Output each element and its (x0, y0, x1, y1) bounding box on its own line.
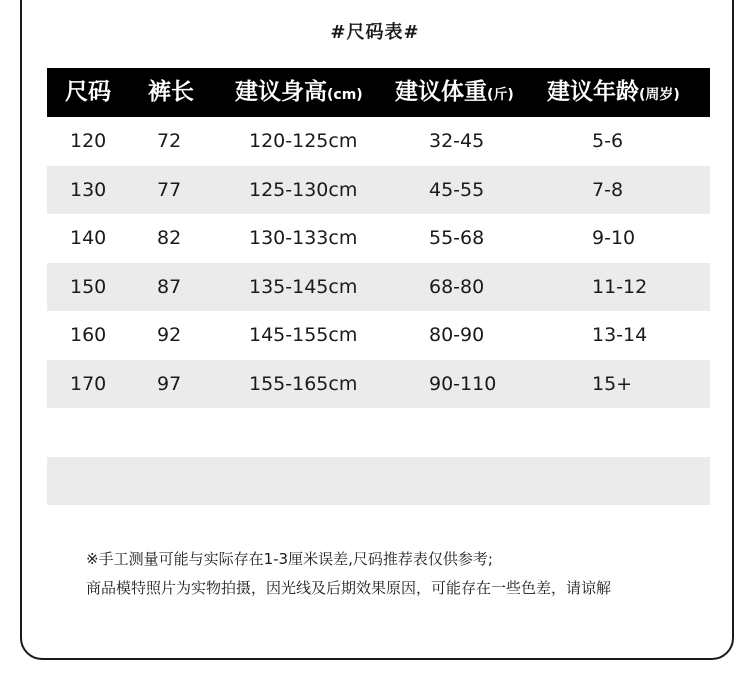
table-row (47, 263, 710, 312)
size-table (47, 68, 710, 505)
header-weight: 建议体重(斤) (395, 79, 514, 105)
header-size: 尺码 (65, 79, 111, 105)
notes (86, 545, 611, 603)
cell-size: 150 (70, 275, 107, 298)
cell-age: 9-10 (592, 227, 636, 249)
header-age-unit: (周岁) (639, 87, 680, 103)
cell-size: 140 (70, 227, 107, 249)
header-height: 建议身高(cm) (235, 79, 363, 105)
header-age: 建议年龄(周岁) (547, 79, 680, 105)
cell-size: 170 (70, 372, 107, 395)
cell-age: 11-12 (592, 275, 648, 298)
cell-size: 160 (70, 324, 107, 346)
page-title: #尺码表# (330, 22, 420, 43)
cell-weight: 80-90 (429, 324, 485, 346)
cell-height: 155-165cm (249, 372, 358, 395)
cell-length: 82 (157, 227, 182, 249)
cell-height: 130-133cm (249, 227, 358, 249)
table-header (47, 68, 710, 117)
cell-length: 87 (157, 275, 182, 298)
table-body (47, 117, 710, 505)
cell-weight: 32-45 (429, 130, 485, 152)
cell-height: 120-125cm (249, 130, 358, 152)
cell-length: 77 (157, 178, 182, 201)
header-height-unit: (cm) (327, 87, 363, 103)
table-row (47, 117, 710, 166)
cell-height: 145-155cm (249, 324, 358, 346)
cell-age: 7-8 (592, 178, 624, 201)
table-row (47, 408, 710, 457)
cell-weight: 68-80 (429, 275, 485, 298)
cell-age: 13-14 (592, 324, 648, 346)
cell-size: 130 (70, 178, 107, 201)
table-row (47, 214, 710, 263)
cell-length: 97 (157, 372, 182, 395)
cell-height: 135-145cm (249, 275, 358, 298)
cell-length: 72 (157, 130, 182, 152)
table-row (47, 457, 710, 506)
table-row (47, 166, 710, 215)
header-weight-unit: (斤) (487, 87, 514, 103)
cell-age: 15+ (592, 372, 633, 395)
note-line: ※手工测量可能与实际存在1-3厘米误差,尺码推荐表仅供参考; (86, 550, 493, 568)
header-length: 裤长 (148, 79, 194, 105)
cell-weight: 90-110 (429, 372, 497, 395)
cell-weight: 55-68 (429, 227, 485, 249)
table-row (47, 311, 710, 360)
cell-size: 120 (70, 130, 107, 152)
cell-age: 5-6 (592, 130, 624, 152)
note-line: 商品模特照片为实物拍摄，因光线及后期效果原因，可能存在一些色差，请谅解 (86, 579, 612, 597)
cell-weight: 45-55 (429, 178, 485, 201)
table-row (47, 360, 710, 409)
cell-length: 92 (157, 324, 182, 346)
cell-height: 125-130cm (249, 178, 358, 201)
